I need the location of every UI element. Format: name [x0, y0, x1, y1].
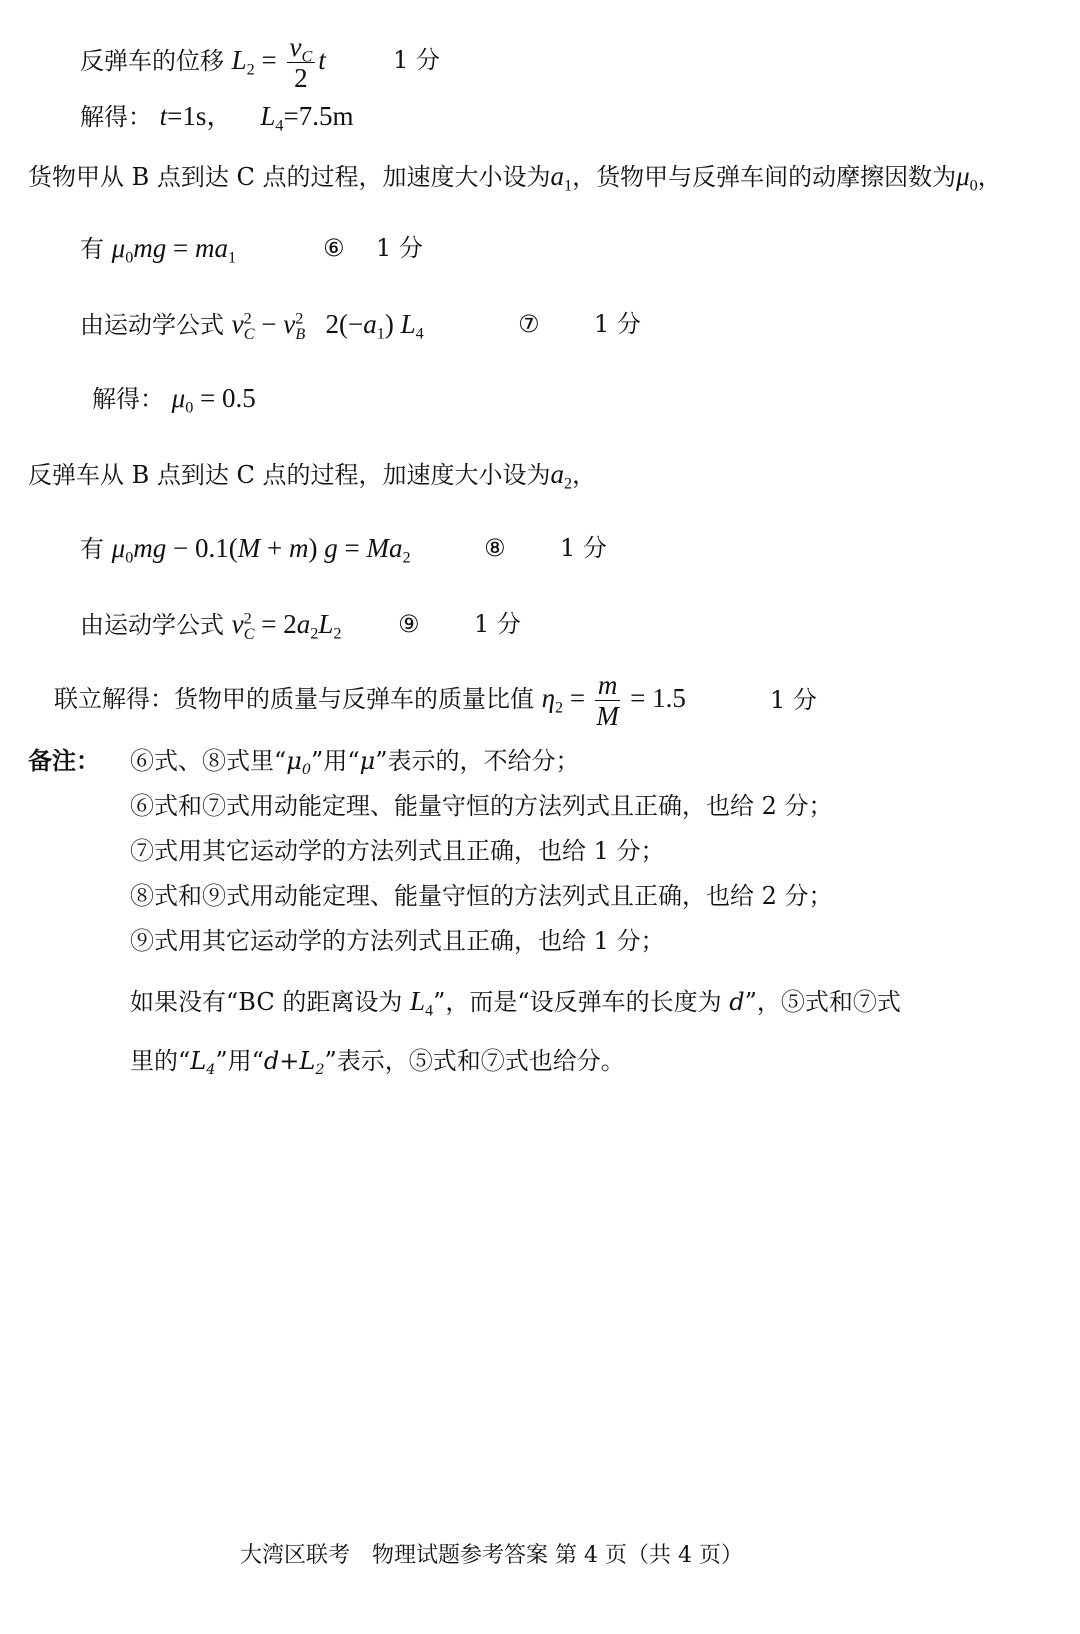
sub: 0: [125, 248, 134, 267]
sub: 4: [275, 116, 284, 135]
sub: 2: [310, 624, 319, 643]
text: 货物甲从 B 点到达 C 点的过程，加速度大小设为: [28, 163, 551, 191]
page-footer: 大湾区联考 物理试题参考答案 第 4 页（共 4 页）: [240, 1543, 743, 1568]
sub: B: [295, 324, 306, 343]
sub: 0: [185, 398, 194, 417]
score-6: 1 分: [376, 234, 423, 262]
rebound-intro-line: [28, 458, 596, 491]
text: 里的“: [130, 1047, 191, 1075]
text: 如果没有“BC 的距离设为: [130, 988, 410, 1016]
text: ，: [977, 163, 1002, 191]
equation-marker: ⑨: [398, 610, 420, 638]
sub: 0: [125, 548, 134, 567]
sub: 2: [564, 474, 573, 493]
var-L: L: [299, 1047, 316, 1075]
label: 有: [80, 535, 104, 563]
equation-marker: ⑦: [518, 310, 540, 338]
cargo-intro-line: [28, 160, 1002, 193]
text: ”表示的，不给分；: [375, 747, 580, 775]
label: 由运动学公式: [80, 311, 224, 339]
var-L: L: [318, 609, 334, 639]
rebound-displacement-line: [80, 30, 326, 93]
text: ): [308, 533, 325, 563]
text: − 0.1(: [166, 533, 238, 563]
text: ，货物甲与反弹车间的动摩擦因数为: [572, 163, 957, 191]
equation-7: [80, 308, 424, 341]
equation-8: [80, 532, 411, 565]
var-M: M: [237, 533, 261, 563]
var-mg: mg: [133, 533, 167, 563]
var-L: L: [260, 101, 276, 131]
note-4: ⑧式和⑨式用动能定理、能量守恒的方法列式且正确，也给 2 分；: [130, 882, 833, 910]
final-result-line: [54, 668, 686, 731]
sub: 2: [555, 698, 564, 717]
text: ): [384, 309, 394, 339]
label: 联立解得：货物甲的质量与反弹车的质量比值: [54, 685, 534, 713]
value: =7.5m: [283, 101, 354, 131]
value: = 0.5: [193, 383, 256, 413]
sub: 1: [564, 176, 573, 195]
text: 2(: [325, 309, 348, 339]
sub: 2: [402, 548, 411, 567]
label: 解得：: [92, 385, 164, 413]
var-L: L: [400, 309, 416, 339]
score-9: 1 分: [474, 610, 521, 638]
equals: =: [261, 45, 277, 75]
solve-line-2: [92, 382, 256, 415]
equation-marker: ⑧: [484, 534, 506, 562]
var-mu: μ: [286, 747, 302, 775]
note-1: [130, 745, 579, 777]
denominator: 2: [294, 63, 308, 94]
sub: C: [301, 47, 313, 66]
label: 有: [80, 235, 104, 263]
var-mu: μ: [359, 747, 376, 775]
var-v: v: [289, 32, 302, 63]
label: 解得：: [80, 103, 152, 131]
var-t: t: [159, 101, 168, 131]
var-mg: mg: [133, 233, 167, 263]
var-mu: μ: [956, 161, 970, 191]
note-7: [130, 1045, 625, 1077]
equals: =: [166, 233, 196, 263]
sub: C: [243, 624, 255, 643]
value: =1s，: [167, 101, 234, 131]
sub: 4: [206, 1062, 216, 1079]
text: ”，而是“设反弹车的长度为: [433, 988, 730, 1016]
text: ”用“: [311, 747, 360, 775]
sub: 0: [301, 762, 312, 779]
sub: 2: [246, 60, 255, 79]
sup: 2: [295, 309, 304, 328]
sup: 2: [243, 309, 252, 328]
label: 由运动学公式: [80, 611, 224, 639]
var-mu: μ: [171, 383, 186, 413]
score-final: 1 分: [770, 686, 817, 714]
sub: 4: [425, 1001, 434, 1020]
text: ”，⑤式和⑦式: [744, 988, 901, 1016]
score-8: 1 分: [560, 534, 607, 562]
equation-9: [80, 608, 341, 641]
solve-line-1: [80, 100, 354, 133]
note-5: ⑨式用其它运动学的方法列式且正确，也给 1 分；: [130, 927, 665, 955]
equation-6: [80, 232, 236, 265]
var-L: L: [190, 1047, 207, 1075]
text: ⑥式、⑧式里“: [130, 747, 287, 775]
var-t: t: [318, 45, 326, 75]
score-1: 1 分: [393, 46, 440, 74]
var-a: a: [550, 161, 565, 191]
equals: = 2: [254, 609, 297, 639]
denominator: M: [596, 701, 619, 732]
var-a: a: [296, 609, 311, 639]
plus: +: [279, 1047, 300, 1075]
fraction: [595, 670, 621, 731]
var-Ma: Ma: [366, 533, 403, 563]
equals: =: [337, 533, 367, 563]
var-v: v: [283, 309, 296, 339]
sub: 2: [315, 1062, 325, 1079]
sub: C: [243, 324, 255, 343]
minus: −: [254, 309, 284, 339]
var-mu: μ: [111, 233, 126, 263]
sup: 2: [243, 609, 252, 628]
var-L: L: [231, 45, 247, 75]
sub: 4: [415, 324, 424, 343]
var-a: a: [363, 309, 377, 339]
text: ”用“: [215, 1047, 264, 1075]
score-7: 1 分: [594, 310, 641, 338]
numerator: m: [595, 670, 621, 701]
note-6: [130, 985, 901, 1018]
text: ”表示，⑤式和⑦式也给分。: [324, 1047, 625, 1075]
equation-marker: ⑥: [323, 234, 345, 262]
var-L: L: [409, 986, 426, 1016]
label: 反弹车的位移: [80, 47, 224, 75]
text: ，: [572, 461, 597, 489]
var-eta: η: [541, 683, 556, 713]
var-a: a: [550, 459, 565, 489]
fraction: [287, 32, 316, 93]
minus: −: [347, 309, 364, 339]
value: = 1.5: [623, 683, 686, 713]
var-d: d: [263, 1047, 280, 1075]
var-v: v: [231, 309, 244, 339]
plus: +: [260, 533, 289, 563]
note-2: ⑥式和⑦式用动能定理、能量守恒的方法列式且正确，也给 2 分；: [130, 792, 833, 820]
var-v: v: [231, 609, 244, 639]
notes-label: 备注：: [28, 746, 100, 775]
sub: 2: [333, 624, 342, 643]
sub: 1: [228, 248, 237, 267]
var-d: d: [729, 988, 745, 1016]
var-g: g: [324, 533, 338, 563]
sub: 0: [969, 176, 978, 195]
var-ma: ma: [195, 233, 229, 263]
note-3: ⑦式用其它运动学的方法列式且正确，也给 1 分；: [130, 837, 665, 865]
text: 反弹车从 B 点到达 C 点的过程，加速度大小设为: [28, 461, 551, 489]
sub: 1: [376, 324, 385, 343]
var-mu: μ: [111, 533, 126, 563]
equals: =: [563, 683, 592, 713]
var-m: m: [289, 533, 309, 563]
